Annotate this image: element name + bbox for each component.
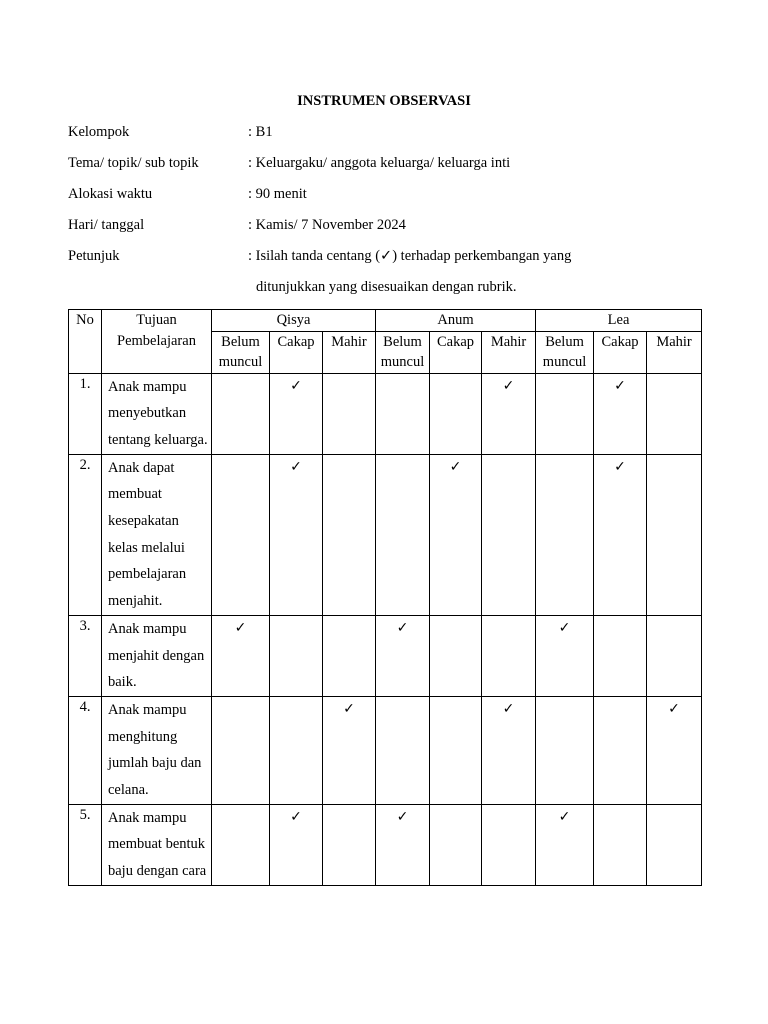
table-row [69, 804, 702, 885]
check-cell [212, 454, 270, 615]
row-number: 5. [69, 804, 102, 885]
check-cell [323, 804, 376, 885]
header-level-mahir: Mahir [647, 331, 702, 373]
header-no: No [69, 310, 102, 374]
meta-label: Alokasi waktu [68, 186, 153, 202]
check-cell [430, 373, 482, 454]
observation-table [68, 309, 702, 886]
meta-value: : 90 menit [248, 186, 307, 202]
check-cell [430, 696, 482, 804]
meta-value: : B1 [248, 124, 273, 140]
checkmark-icon: ✓ [212, 615, 270, 696]
meta-label: Tema/ topik/ sub topik [68, 155, 199, 171]
check-cell [376, 373, 430, 454]
check-cell [594, 696, 647, 804]
checkmark-icon: ✓ [594, 454, 647, 615]
check-cell [482, 804, 536, 885]
checkmark-icon: ✓ [323, 696, 376, 804]
check-cell [376, 696, 430, 804]
row-goal: Anak mampu menyebutkan tentang keluarga. [102, 373, 212, 454]
checkmark-icon: ✓ [647, 696, 702, 804]
check-cell [212, 804, 270, 885]
row-number: 2. [69, 454, 102, 615]
check-cell [536, 373, 594, 454]
instruction-continuation: ditunjukkan yang disesuaikan dengan rubrik. [256, 279, 517, 295]
checkmark-icon: ✓ [270, 454, 323, 615]
checkmark-icon: ✓ [536, 804, 594, 885]
header-student-anum: Anum [376, 310, 536, 332]
check-cell [647, 615, 702, 696]
header-level-mahir: Mahir [323, 331, 376, 373]
check-cell [212, 696, 270, 804]
document-title: INSTRUMEN OBSERVASI [297, 93, 471, 109]
header-level-belum-muncul: Belum muncul [536, 331, 594, 373]
meta-label: Petunjuk [68, 248, 120, 264]
check-cell [536, 696, 594, 804]
check-cell [430, 804, 482, 885]
row-goal: Anak mampu menjahit dengan baik. [102, 615, 212, 696]
header-level-belum-muncul: Belum muncul [212, 331, 270, 373]
row-number: 1. [69, 373, 102, 454]
checkmark-icon: ✓ [270, 804, 323, 885]
checkmark-icon: ✓ [482, 696, 536, 804]
table-row [69, 373, 702, 454]
row-goal: Anak mampu membuat bentuk baju dengan cara [102, 804, 212, 885]
header-level-cakap: Cakap [430, 331, 482, 373]
row-number: 4. [69, 696, 102, 804]
header-level-cakap: Cakap [594, 331, 647, 373]
table-row [69, 454, 702, 615]
check-cell [430, 615, 482, 696]
row-goal: Anak dapat membuat kesepakatan kelas melalui pembelajaran menjahit. [102, 454, 212, 615]
check-cell [376, 454, 430, 615]
check-cell [482, 454, 536, 615]
checkmark-icon: ✓ [594, 373, 647, 454]
check-cell [647, 373, 702, 454]
table-row [69, 696, 702, 804]
check-cell [323, 454, 376, 615]
header-student-qisya: Qisya [212, 310, 376, 332]
header-student-lea: Lea [536, 310, 702, 332]
check-cell [482, 615, 536, 696]
table-row [69, 615, 702, 696]
check-cell [212, 373, 270, 454]
header-tujuan-pembelajaran: Tujuan Pembelajaran [102, 310, 212, 374]
check-cell [323, 615, 376, 696]
check-cell [270, 615, 323, 696]
checkmark-icon: ✓ [536, 615, 594, 696]
header-row-students [69, 310, 702, 332]
row-number: 3. [69, 615, 102, 696]
check-cell [270, 696, 323, 804]
checkmark-icon: ✓ [430, 454, 482, 615]
meta-value: : Kamis/ 7 November 2024 [248, 217, 406, 233]
meta-value: : Keluargaku/ anggota keluarga/ keluarga inti [248, 155, 511, 171]
header-level-cakap: Cakap [270, 331, 323, 373]
row-goal: Anak mampu menghitung jumlah baju dan celana. [102, 696, 212, 804]
check-cell [323, 373, 376, 454]
check-cell [647, 454, 702, 615]
meta-label: Hari/ tanggal [68, 217, 145, 233]
checkmark-icon: ✓ [376, 615, 430, 696]
header-level-belum-muncul: Belum muncul [376, 331, 430, 373]
check-cell [647, 804, 702, 885]
meta-label: Kelompok [68, 124, 130, 140]
header-level-mahir: Mahir [482, 331, 536, 373]
checkmark-icon: ✓ [376, 804, 430, 885]
check-cell [594, 615, 647, 696]
checkmark-icon: ✓ [270, 373, 323, 454]
check-cell [594, 804, 647, 885]
check-cell [536, 454, 594, 615]
meta-value: : Isilah tanda centang (✓) terhadap perkembangan yang [248, 248, 572, 264]
checkmark-icon: ✓ [482, 373, 536, 454]
